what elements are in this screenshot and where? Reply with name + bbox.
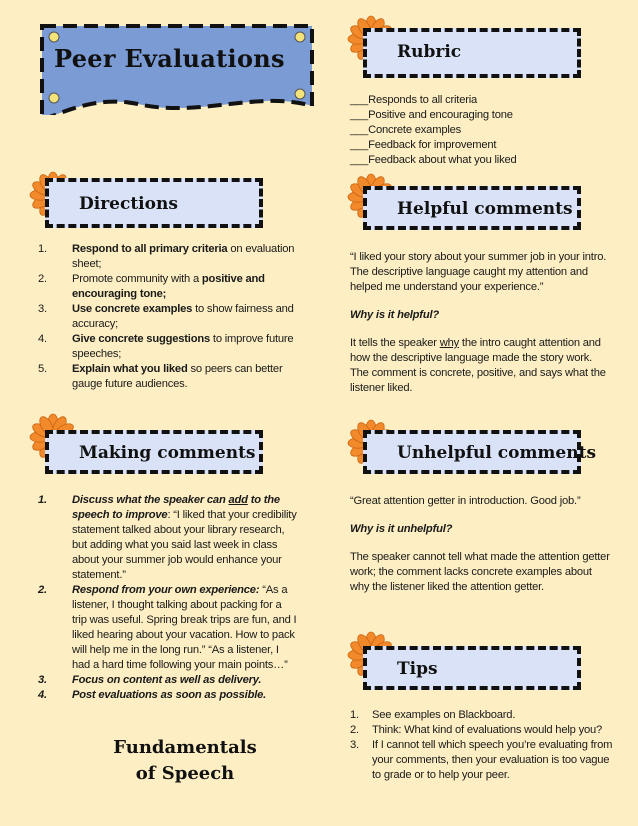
making-banner (45, 430, 263, 474)
directions-heading: Directions (79, 194, 178, 214)
rubric-banner (363, 28, 581, 78)
footer-line-2: of Speech (135, 763, 235, 784)
title-banner (38, 20, 316, 115)
list-item: 3. Use concrete examples to show fairness and accuracy; (38, 303, 294, 330)
list-item: 4. Post evaluations as soon as possible. (38, 689, 267, 701)
helpful-quote: “I liked your story about your summer job in your intro. The descriptive language caught my attention and helped me understand your experience.” (350, 251, 607, 293)
pin-icon (295, 89, 305, 99)
page-title: Peer Evaluations (54, 44, 285, 73)
unhelpful-quote: “Great attention getter in introduction. Good job.” (350, 495, 581, 507)
list-item: 1. See examples on Blackboard. (350, 709, 516, 721)
directions-list (38, 242, 296, 392)
rubric-item: ___Feedback about what you liked (350, 154, 517, 166)
unhelpful-banner (363, 430, 597, 474)
rubric-heading: Rubric (397, 42, 462, 62)
tips-list (350, 708, 618, 783)
rubric-item: ___Feedback for improvement (350, 139, 497, 151)
directions-banner (45, 178, 263, 228)
rubric-item: ___Positive and encouraging tone (350, 109, 513, 121)
helpful-heading: Helpful comments (397, 199, 573, 219)
pin-icon (295, 32, 305, 42)
pin-icon (49, 32, 59, 42)
tips-heading: Tips (397, 659, 438, 679)
helpful-banner (363, 186, 581, 230)
list-item: 2. Respond from your own experience: “As a listener, I thought talking about packing for a trip was useful. Spring break trips are fun, and I liked hearing about your vacation. How to pack will help me in the long run.” “As a listener, I had a hard time following your main points…” (38, 584, 297, 671)
helpful-question: Why is it helpful? (350, 309, 440, 321)
rubric-list (350, 93, 610, 168)
footer-line-1: Fundamentals (113, 737, 257, 758)
list-item: 3. If I cannot tell which speech you’re evaluating from your comments, then your evaluation is too vague to grade or to help your peer. (350, 739, 613, 781)
list-item: 1. Discuss what the speaker can add to the speech to improve: “I liked that your credibility statement talked about your library research, but adding what you said last week in class about your summer job would enhance your statement.” (38, 494, 297, 581)
unhelpful-question: Why is it unhelpful? (350, 523, 453, 535)
unhelpful-text (350, 494, 612, 595)
list-item: 4. Give concrete suggestions to improve future speeches; (38, 333, 294, 360)
list-item: 1. Respond to all primary criteria on evaluation sheet; (38, 243, 295, 270)
making-heading: Making comments (79, 443, 256, 463)
list-item: 2. Think: What kind of evaluations would help you? (350, 724, 603, 736)
list-item: 3. Focus on content as well as delivery. (38, 674, 262, 686)
rubric-item: ___Concrete examples (350, 124, 462, 136)
making-list (38, 493, 298, 703)
rubric-item: ___Responds to all criteria (350, 94, 478, 106)
list-item: 5. Explain what you liked so peers can better gauge future audiences. (38, 363, 283, 390)
pin-icon (49, 93, 59, 103)
unhelpful-heading: Unhelpful comments (397, 443, 597, 463)
tips-banner (363, 646, 581, 690)
helpful-explanation: It tells the speaker why the intro caught attention and how the descriptive language made the story work. The comment is concrete, positive, and says what the listener liked. (350, 337, 606, 394)
unhelpful-explanation: The speaker cannot tell what made the attention getter work; the comment lacks concrete examples about why the listener liked the attention getter. (350, 551, 610, 593)
footer-title (80, 735, 290, 787)
helpful-text (350, 250, 610, 396)
list-item: 2. Promote community with a positive and encouraging tone; (38, 273, 265, 300)
